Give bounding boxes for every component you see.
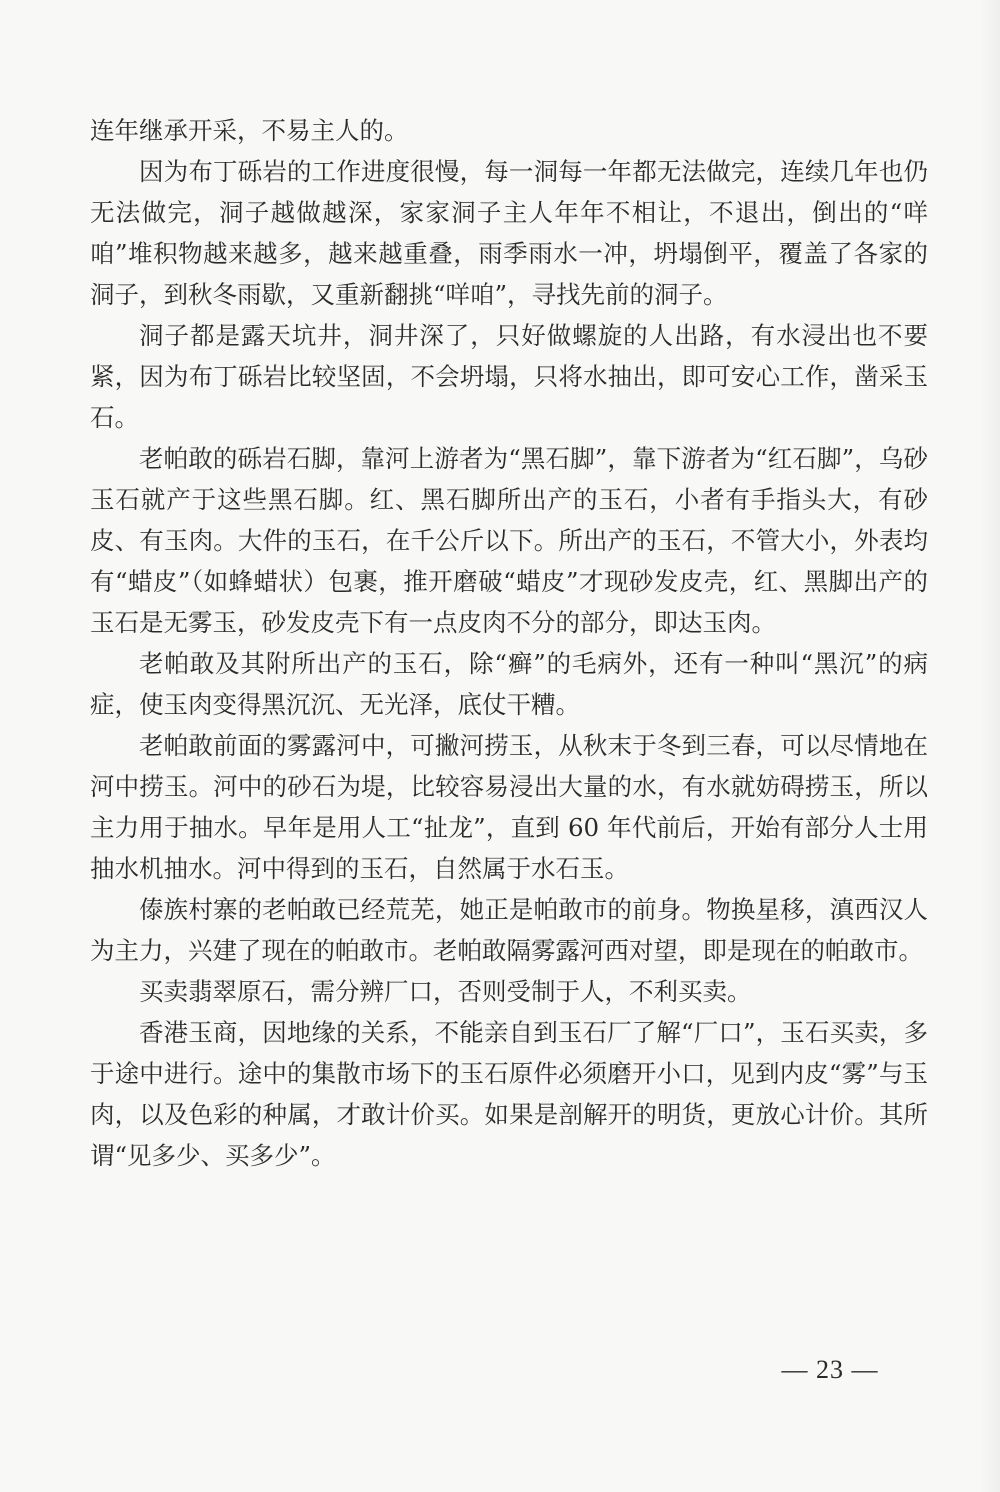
paragraph-continuation: 连年继承开采，不易主人的。: [90, 116, 409, 145]
paragraph: 因为布丁砾岩的工作进度很慢，每一洞每一年都无法做完，连续几年也仍无法做完，洞子越做越深，家家洞子主人年年不相让，不退出，倒出的“咩咱”堆积物越来越多，越来越重叠，雨季雨水一冲，坍塌倒平，覆盖了各家的洞子，到秋冬雨歇，又重新翻挑“咩咱”，寻找先前的洞子。: [90, 157, 928, 309]
page-edge-shadow: [980, 0, 1000, 1492]
body-text: [90, 110, 928, 1176]
paragraph: 老帕敢前面的雾露河中，可撇河捞玉，从秋末于冬到三春，可以尽情地在河中捞玉。河中的砂石为堤，比较容易浸出大量的水，有水就妨碍捞玉，所以主力用于抽水。早年是用人工“扯龙”，直到 60 年代前后，开始有部分人士用抽水机抽水。河中得到的玉石，自然属于水石玉。: [90, 731, 928, 883]
paragraph: 买卖翡翠原石，需分辨厂口，否则受制于人，不利买卖。: [139, 977, 752, 1006]
page-number: — 23 —: [781, 1355, 879, 1384]
paragraph: 老帕敢的砾岩石脚，靠河上游者为“黑石脚”，靠下游者为“红石脚”，乌砂玉石就产于这些黑石脚。红、黑石脚所出产的玉石，小者有手指头大，有砂皮、有玉肉。大件的玉石，在千公斤以下。所出产的玉石，不管大小，外表均有“蜡皮”（如蜂蜡状）包裹，推开磨破“蜡皮”才现砂发皮壳，红、黑脚出产的玉石是无雾玉，砂发皮壳下有一点皮肉不分的部分，即达玉肉。: [90, 444, 928, 637]
paragraph: 洞子都是露天坑井，洞井深了，只好做螺旋的人出路，有水浸出也不要紧，因为布丁砾岩比较坚固，不会坍塌，只将水抽出，即可安心工作，凿采玉石。: [90, 321, 928, 432]
paragraph: 老帕敢及其附所出产的玉石，除“癣”的毛病外，还有一种叫“黑沉”的病症，使玉肉变得黑沉沉、无光泽，底仗干糟。: [90, 649, 928, 719]
paragraph: 香港玉商，因地缘的关系，不能亲自到玉石厂了解“厂口”，玉石买卖，多于途中进行。途中的集散市场下的玉石原件必须磨开小口，见到内皮“雾”与玉肉，以及色彩的种属，才敢计价买。如果是剖解开的明货，更放心计价。其所谓“见多少、买多少”。: [90, 1018, 928, 1170]
paragraph: 傣族村寨的老帕敢已经荒芜，她正是帕敢市的前身。物换星移，滇西汉人为主力，兴建了现在的帕敢市。老帕敢隔雾露河西对望，即是现在的帕敢市。: [90, 895, 928, 965]
